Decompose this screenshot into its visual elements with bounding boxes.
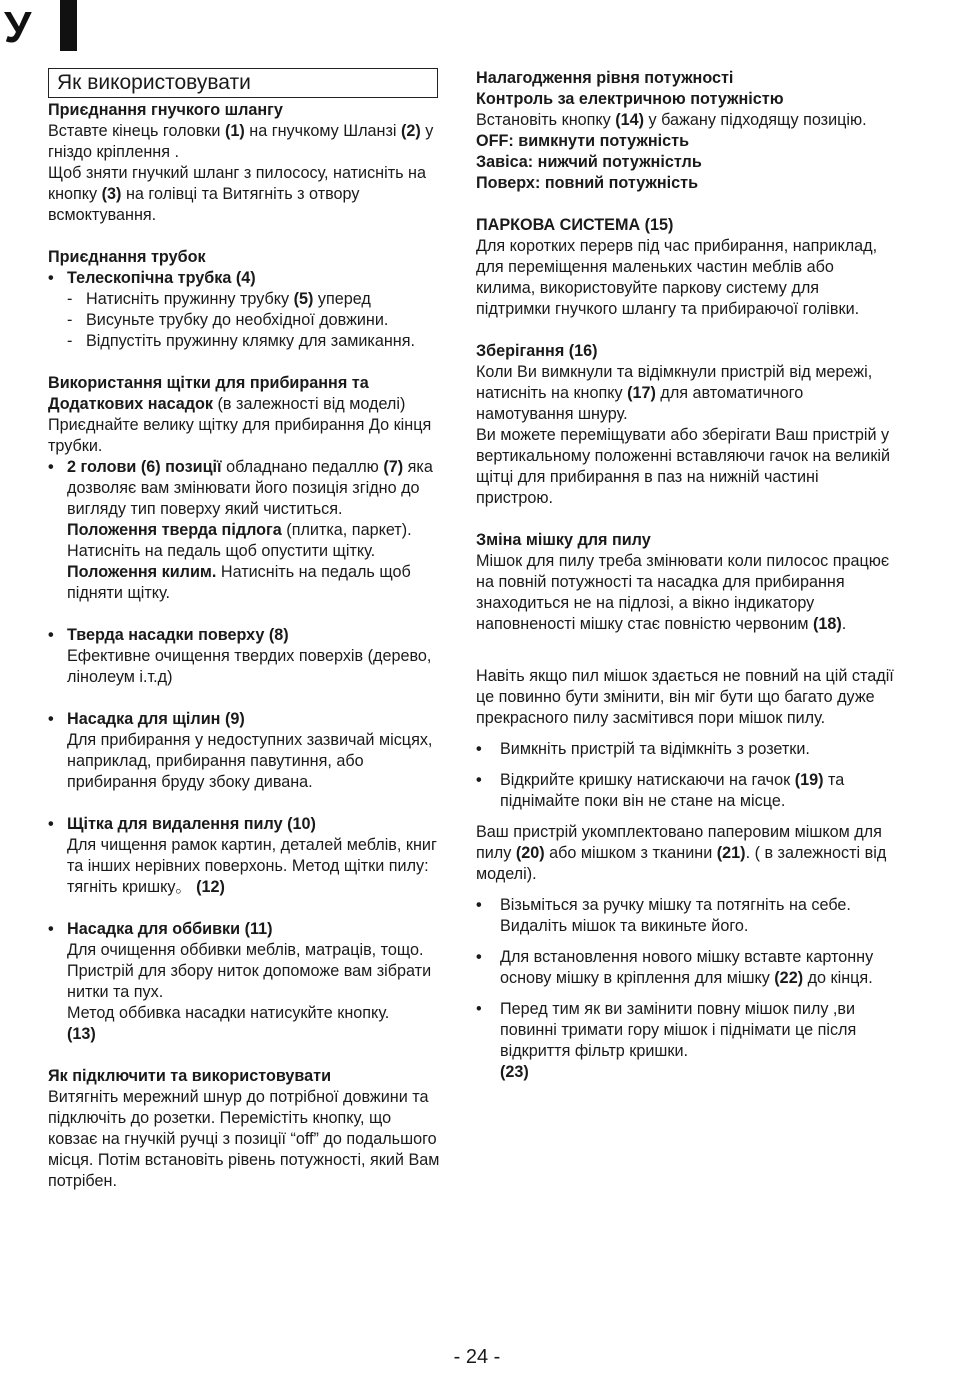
telescopic-tube-item: • Телескопічна трубка (4) xyxy=(48,268,443,289)
bag-heading: Зміна мішку для пилу xyxy=(476,531,651,549)
bag-step-open-lid: • Відкрийте кришку натискаючи на гачок (19) та піднімайте поки він не стане на місце. xyxy=(476,770,896,812)
storage-heading: Зберігання (16) xyxy=(476,342,598,360)
attach-hose-section xyxy=(48,100,443,226)
upholstery-text-2: Пристрій для збору ниток допоможе вам зібрати нитки та пух. xyxy=(67,962,432,1001)
brush-text: Приєднайте велику щітку для прибирання До кінця трубки. xyxy=(48,416,432,455)
brush-heading: Використання щітки для прибирання та Додаткових насадок (в залежності від моделі) xyxy=(48,374,406,413)
page-number: - 24 - xyxy=(453,1346,501,1368)
connect-section xyxy=(48,1066,443,1192)
language-bar xyxy=(60,0,77,51)
language-letter: У xyxy=(4,3,32,52)
tubes-step-3: - Відпустіть пружинну клямку для замикання. xyxy=(48,331,443,352)
hard-nozzle-section xyxy=(48,625,443,688)
storage-text-1: Коли Ви вимкнули та відімкнули пристрій від мережі, натисніть на кнопку (17) для автоматичного намотування шнуру. xyxy=(476,363,873,423)
dust-brush-section xyxy=(48,814,443,898)
bag-section xyxy=(476,530,896,1083)
section-title: Як використовувати xyxy=(48,68,438,98)
connect-heading: Як підключити та використовувати xyxy=(48,1067,332,1085)
upholstery-text-4: (13) xyxy=(67,1025,96,1043)
power-low: Завіса: нижчий потужністль xyxy=(476,153,702,171)
bag-step-insert: • Для встановлення нового мішку вставте картонну основу мішку в кріплення для мішку (22) до кінця. xyxy=(476,947,896,989)
storage-section xyxy=(476,341,896,509)
storage-text-2: Ви можете переміщувати або зберігати Ваш пристрій у вертикальному положенні вставляючи гачок на великій щітці для прибирання в паз на нижній частині пристрою. xyxy=(476,426,891,507)
carpet-position: Положення килим. Натисніть на педаль щоб підняти щітку. xyxy=(67,563,411,602)
attach-hose-heading: Приєднання гнучкого шлангу xyxy=(48,101,283,119)
power-section xyxy=(476,68,896,194)
left-column xyxy=(48,68,443,1192)
brush-section xyxy=(48,373,443,604)
bag-step-lift: • Перед тим як ви замінити повну мішок пилу ,ви повинні тримати гору мішок і піднімати це після відкриття фільтр кришки. (23) xyxy=(476,999,896,1083)
upholstery-section xyxy=(48,919,443,1045)
crevice-text: Для прибирання у недоступних зазвичай місцях, наприклад, прибирання павутиння, або прибирання бруду збоку дивана. xyxy=(67,731,433,791)
hard-nozzle-text: Ефективне очищення твердих поверхів (дерево, лінолеум і.т.д) xyxy=(67,647,432,686)
parking-section xyxy=(476,215,896,320)
bag-text-3: Ваш пристрій укомплектовано паперовим мішком для пилу (20) або мішком з тканини (21). ( в залежності від моделі). xyxy=(476,823,887,883)
tubes-step-2: - Висуньте трубку до необхідної довжини. xyxy=(48,310,443,331)
hard-floor-instruction: Натисніть на педаль щоб опустити щітку. xyxy=(67,542,376,560)
tubes-heading: Приєднання трубок xyxy=(48,248,206,266)
power-off: OFF: вимкнути потужність xyxy=(476,132,690,150)
two-position-head-item: • 2 голови (6) позиції обладнано педаллю (7) яка дозволяє вам змінювати його позиція згідно до вигляду тип поверху який чиститься. xyxy=(48,457,443,520)
dust-brush-text: Для чищення рамок картин, деталей меблів, книг та інших нерівних поверхонь. Метод щітки пилу: тягніть кришку。 (12) xyxy=(67,836,437,896)
connect-text: Витягніть мережний шнур до потрібної довжини та підключіть до розетки. Перемістіть кнопку, що ковзає на гнучкій ручці з позиції “off” до подальшого місця. Потім встановіть рівень потужності, який Вам потрібен. xyxy=(48,1088,440,1190)
hard-nozzle-heading: • Тверда насадки поверху (8) xyxy=(48,625,443,646)
dust-brush-heading: • Щітка для видалення пилу (10) xyxy=(48,814,443,835)
bag-text-1: Мішок для пилу треба змінювати коли пилосос працює на повній потужності та насадка для прибирання знаходиться не на підлозі, а вікно індикатору наповненості мішку стає повністю червоним (18). xyxy=(476,552,890,633)
right-column xyxy=(476,68,896,1083)
bag-step-remove: • Візьміться за ручку мішку та потягніть на себе. Видаліть мішок та викиньте його. xyxy=(476,895,896,937)
language-tab xyxy=(0,0,78,52)
attach-hose-text-1: Вставте кінець головки (1) на гнучкому Шланзі (2) у гніздо кріплення . xyxy=(48,122,434,161)
upholstery-text-1: Для очищення оббивки меблів, матраців, тощо. xyxy=(67,941,424,959)
tubes-section xyxy=(48,247,443,352)
power-heading-2: Контроль за електричною потужністю xyxy=(476,90,784,108)
power-high: Поверх: повний потужність xyxy=(476,174,699,192)
hard-floor-position: Положення тверда підлога (плитка, паркет). xyxy=(67,521,412,539)
power-text: Встановіть кнопку (14) у бажану підходящу позицію. xyxy=(476,111,867,129)
crevice-section xyxy=(48,709,443,793)
parking-heading: ПАРКОВА СИСТЕМА (15) xyxy=(476,216,674,234)
bag-text-2: Навіть якщо пил мішок здається не повний на цій стадії це повинно бути змінити, він міг бути що багато дуже прекрасного пилу засмітився пори мішок пилу. xyxy=(476,667,894,727)
attach-hose-text-2: Щоб зняти гнучкий шланг з пилососу, натисніть на кнопку (3) на голівці та Витягніть з отвору всмоктування. xyxy=(48,164,426,224)
crevice-heading: • Насадка для щілин (9) xyxy=(48,709,443,730)
parking-text: Для коротких перерв під час прибирання, наприклад, для переміщення маленьких частин меблів або килима, використовуйте паркову систему для підтримки гнучкого шлангу та прибираючої голівки. xyxy=(476,237,878,318)
power-heading-1: Налагодження рівня потужності xyxy=(476,69,734,87)
upholstery-heading: • Насадка для оббивки (11) xyxy=(48,919,443,940)
tubes-step-1: - Натисніть пружинну трубку (5) уперед xyxy=(48,289,443,310)
upholstery-text-3: Метод оббивка насадки натисукйте кнопку. xyxy=(67,1004,390,1022)
bag-step-unplug: • Вимкніть пристрій та відімкніть з розетки. xyxy=(476,739,896,760)
